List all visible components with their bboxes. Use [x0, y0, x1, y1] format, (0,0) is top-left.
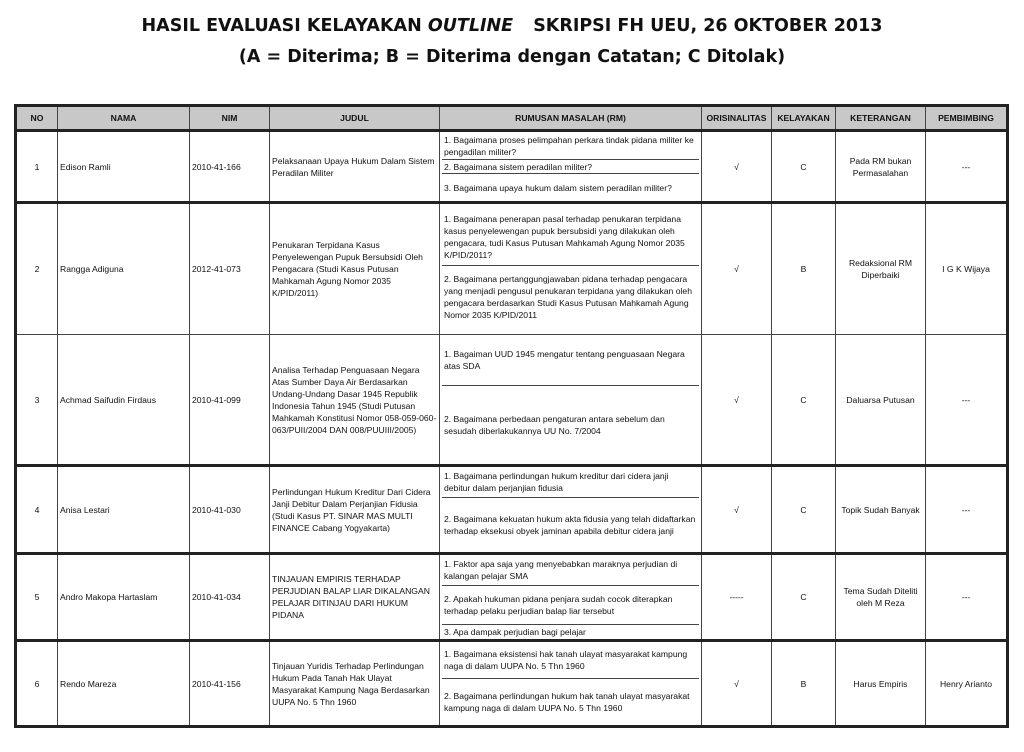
cell-pembimbing: Henry Arianto — [926, 641, 1008, 727]
cell-pembimbing: --- — [926, 466, 1008, 554]
cell-keterangan: Topik Sudah Banyak — [836, 466, 926, 554]
header-row — [16, 106, 1008, 131]
title-suffix: SKRIPSI FH UEU, 26 OKTOBER 2013 — [533, 16, 883, 36]
cell-rm — [440, 554, 702, 641]
title-prefix: HASIL EVALUASI KELAYAKAN — [141, 16, 422, 36]
cell-nim: 2012-41-073 — [190, 203, 270, 335]
cell-rm — [440, 335, 702, 466]
cell-keterangan: Tema Sudah Diteliti oleh M Reza — [836, 554, 926, 641]
cell-nim: 2010-41-034 — [190, 554, 270, 641]
cell-keterangan: Daluarsa Putusan — [836, 335, 926, 466]
cell-nama: Anisa Lestari — [58, 466, 190, 554]
table-row — [16, 466, 1008, 554]
cell-orisinalitas: √ — [702, 641, 772, 727]
rm-item: 2. Bagaimana pertanggungjawaban pidana terhadap pengacara yang menjadi pengusul penukaran terpidana yang dilakukan oleh pengacara berdasarkan Studi Kasus Putusan Mahkamah Agung Nomor 2035 K/PID/2011 — [444, 274, 692, 320]
cell-nim: 2010-41-099 — [190, 335, 270, 466]
col-header-orisinalitas: ORISINALITAS — [702, 106, 772, 131]
cell-pembimbing: --- — [926, 554, 1008, 641]
table-row — [16, 554, 1008, 641]
title-italic: OUTLINE — [427, 16, 514, 36]
cell-no: 1 — [16, 131, 58, 203]
cell-kelayakan: C — [772, 335, 836, 466]
cell-nim: 2010-41-030 — [190, 466, 270, 554]
cell-judul: Perlindungan Hukum Kreditur Dari Cidera Janji Debitur Dalam Perjanjian Fidusia (Studi Kasus PT. SINAR MAS MULTI FINANCE Cabang Yogyakarta) — [270, 466, 440, 554]
cell-nama: Rendo Mareza — [58, 641, 190, 727]
rm-item: 2. Bagaimana sistem peradilan militer? — [442, 160, 699, 174]
rm-item: 1. Bagaiman UUD 1945 mengatur tentang penguasaan Negara atas SDA — [442, 335, 699, 386]
col-header-no: NO — [16, 106, 58, 131]
cell-rm — [440, 131, 702, 203]
col-header-judul: JUDUL — [270, 106, 440, 131]
rm-item: 2. Bagaimana kekuatan hukum akta fidusia yang telah didaftarkan terhadap eksekusi obyek jaminan apabila debitur cidera janji — [444, 514, 696, 536]
cell-kelayakan: C — [772, 466, 836, 554]
col-header-kelayakan: KELAYAKAN — [772, 106, 836, 131]
rm-item: 1. Bagaimana penerapan pasal terhadap penukaran terpidana kasus penyelewengan pupuk bersubsidi yang dilakukan oleh pengacara, tudi Kasus Putusan Mahkamah Agung Nomor 2035 K/PID/2011? — [442, 210, 699, 266]
document-subtitle: (A = Diterima; B = Diterima dengan Catatan; C Ditolak) — [238, 47, 786, 67]
rm-item: 3. Apa dampak perjudian bagi pelajar — [444, 627, 586, 637]
cell-keterangan: Redaksional RM Diperbaiki — [836, 203, 926, 335]
document-title — [0, 16, 1024, 36]
cell-pembimbing: --- — [926, 335, 1008, 466]
table-row — [16, 641, 1008, 727]
cell-no: 5 — [16, 554, 58, 641]
col-header-nim: NIM — [190, 106, 270, 131]
rm-item: 2. Bagaimana perbedaan pengaturan antara sebelum dan sesudah diberlakukannya UU No. 7/2004 — [444, 414, 665, 436]
cell-no: 2 — [16, 203, 58, 335]
col-header-rm: RUMUSAN MASALAH (RM) — [440, 106, 702, 131]
cell-rm — [440, 466, 702, 554]
cell-kelayakan: C — [772, 131, 836, 203]
table-row — [16, 203, 1008, 335]
col-header-keterangan: KETERANGAN — [836, 106, 926, 131]
cell-orisinalitas: √ — [702, 203, 772, 335]
cell-orisinalitas: √ — [702, 335, 772, 466]
cell-kelayakan: B — [772, 203, 836, 335]
cell-keterangan: Pada RM bukan Permasalahan — [836, 131, 926, 203]
cell-judul: Pelaksanaan Upaya Hukum Dalam Sistem Peradilan Militer — [270, 131, 440, 203]
col-header-nama: NAMA — [58, 106, 190, 131]
table-row — [16, 335, 1008, 466]
rm-item: 1. Bagaimana perlindungan hukum kreditur dari cidera janji debitur dalam perjanjian fidusia — [442, 467, 699, 498]
cell-rm — [440, 203, 702, 335]
rm-item: 1. Faktor apa saja yang menyebabkan maraknya perjudian di kalangan pelajar SMA — [442, 555, 699, 586]
cell-judul: Penukaran Terpidana Kasus Penyelewengan Pupuk Bersubsidi Oleh Pengacara (Studi Kasus Putusan Mahkamah Agung Nomor 2035 K/PID/2011) — [270, 203, 440, 335]
rm-item: 1. Bagaimana proses pelimpahan perkara tindak pidana militer ke pengadilan militer? — [442, 132, 699, 160]
col-header-pembimbing: PEMBIMBING — [926, 106, 1008, 131]
cell-no: 6 — [16, 641, 58, 727]
rm-item: 1. Bagaimana eksistensi hak tanah ulayat masyarakat kampung naga di dalam UUPA No. 5 Thn 1960 — [442, 642, 699, 679]
cell-nama: Andro Makopa Hartaslam — [58, 554, 190, 641]
cell-orisinalitas: √ — [702, 466, 772, 554]
cell-nim: 2010-41-156 — [190, 641, 270, 727]
cell-kelayakan: C — [772, 554, 836, 641]
cell-keterangan: Harus Empiris — [836, 641, 926, 727]
cell-nama: Achmad Saifudin Firdaus — [58, 335, 190, 466]
cell-orisinalitas: √ — [702, 131, 772, 203]
cell-rm — [440, 641, 702, 727]
rm-item: 2. Bagaimana perlindungan hukum hak tanah ulayat masyarakat kampung naga di dalam UUPA No. 5 Thn 1960 — [444, 691, 690, 713]
cell-nama: Rangga Adiguna — [58, 203, 190, 335]
cell-judul: Tinjauan Yuridis Terhadap Perlindungan Hukum Pada Tanah Hak Ulayat Masyarakat Kampung Naga Berdasarkan UUPA No. 5 Thn 1960 — [270, 641, 440, 727]
rm-item: 2. Apakah hukuman pidana penjara sudah cocok diterapkan terhadap pelaku perjudian balap liar tersebut — [442, 586, 699, 625]
cell-judul: TINJAUAN EMPIRIS TERHADAP PERJUDIAN BALAP LIAR DIKALANGAN PELAJAR DITINJAU DARI HUKUM PIDANA — [270, 554, 440, 641]
rm-item: 3. Bagaimana upaya hukum dalam sistem peradilan militer? — [444, 182, 672, 193]
cell-pembimbing: I G K Wijaya — [926, 203, 1008, 335]
cell-nim: 2010-41-166 — [190, 131, 270, 203]
cell-no: 3 — [16, 335, 58, 466]
cell-pembimbing: --- — [926, 131, 1008, 203]
evaluation-table — [14, 104, 1009, 728]
cell-judul: Analisa Terhadap Penguasaan Negara Atas Sumber Daya Air Berdasarkan Undang-Undang Dasar 1945 Republik Indonesia Tahun 1945 (Studi Putusan Mahkamah Konstitusi Nomor 058-059-060-063/PUII/2004 DAN 008/PUUIII/2005) — [270, 335, 440, 466]
table-row — [16, 131, 1008, 203]
cell-kelayakan: B — [772, 641, 836, 727]
cell-orisinalitas: ----- — [702, 554, 772, 641]
cell-nama: Edison Ramli — [58, 131, 190, 203]
cell-no: 4 — [16, 466, 58, 554]
